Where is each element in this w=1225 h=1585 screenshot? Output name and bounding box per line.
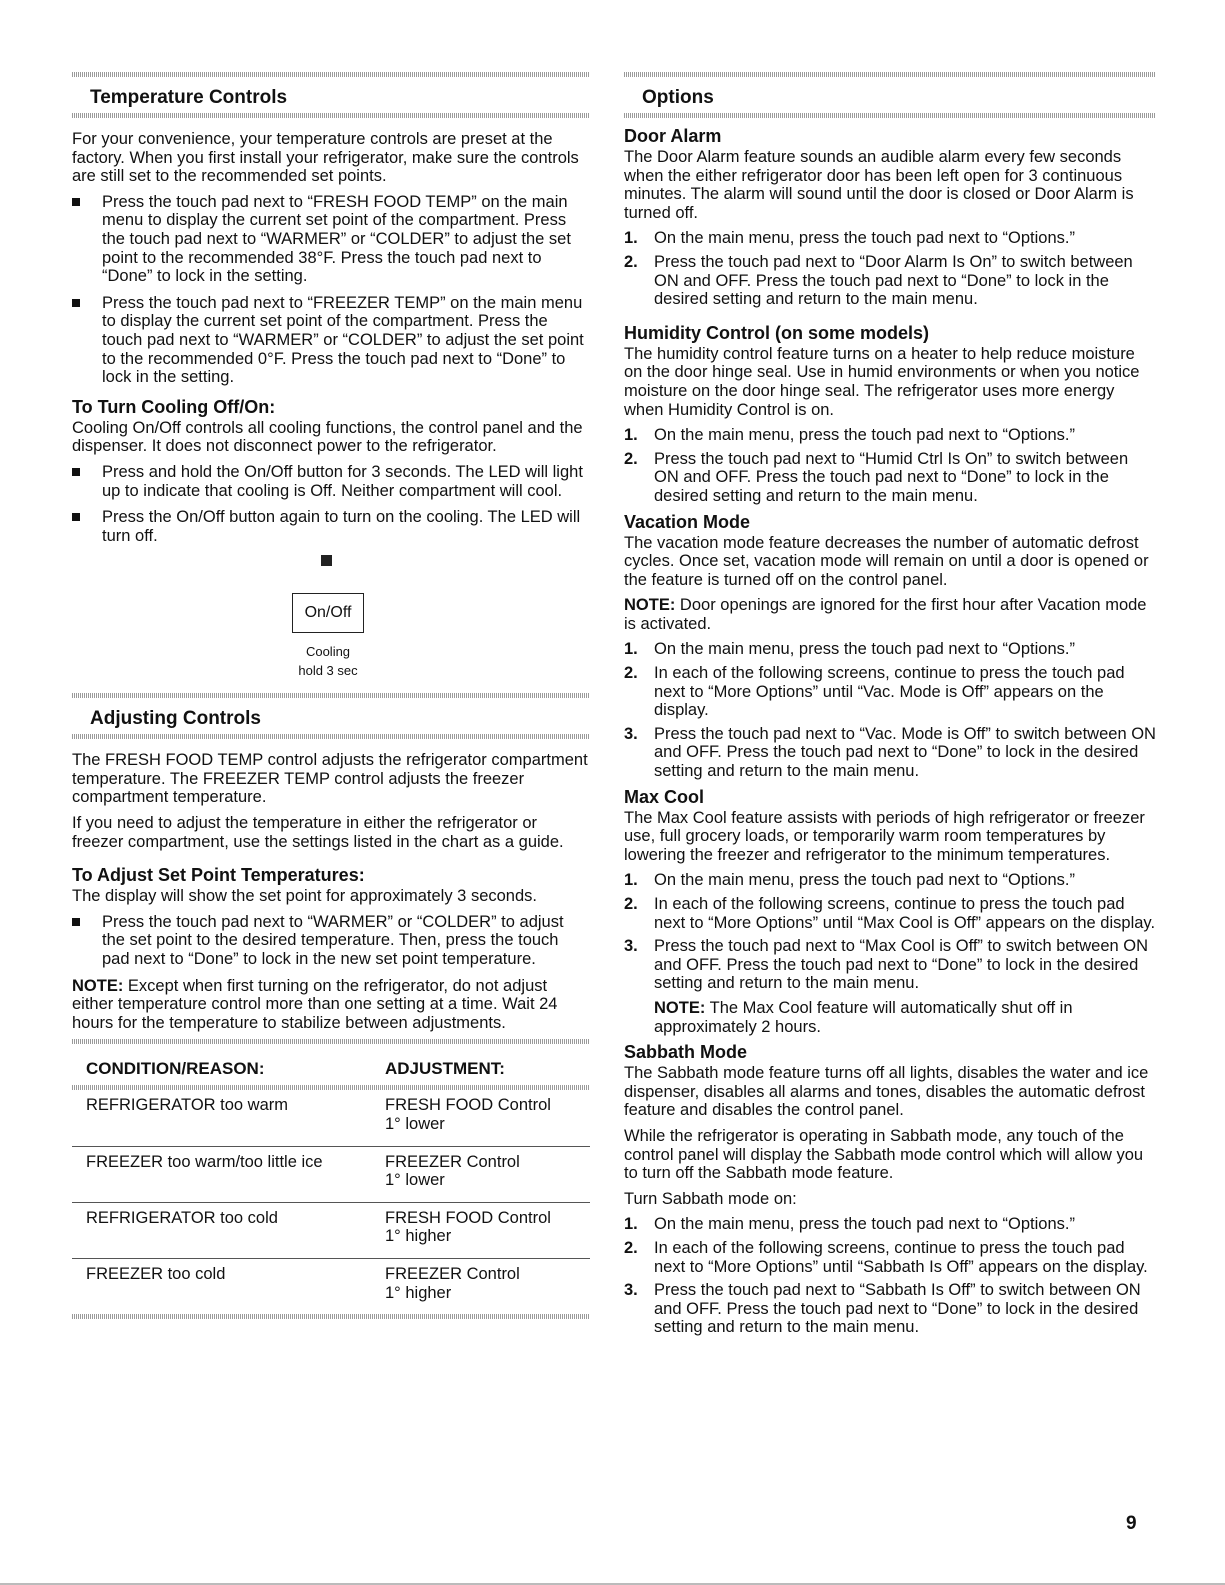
note: NOTE: Except when first turning on the refrigerator, do not adjust either temperature control more than one setting at a time. Wait 24 hours for the temperature to stabilize between adjustments. <box>72 976 558 1032</box>
subheading: Door Alarm <box>624 126 722 146</box>
numbered-list <box>624 229 1156 308</box>
numbered-list <box>624 871 1156 1036</box>
bullet-icon <box>72 918 80 926</box>
figure-caption: hold 3 sec <box>298 663 358 679</box>
paragraph: The display will show the set point for approximately 3 seconds. <box>72 887 537 906</box>
figure-caption: Cooling <box>305 644 351 660</box>
list-item: Press the On/Off button again to turn on the cooling. The LED will turn off. <box>72 508 590 545</box>
paragraph: Turn Sabbath mode on: <box>624 1189 797 1208</box>
bullet-icon <box>72 468 80 476</box>
table-cell: FRESH FOOD Control 1° higher <box>385 1202 590 1258</box>
paragraph: The humidity control feature turns on a heater to help reduce moisture on the door hinge seal. Use in humid environments or when you notice moisture on the door hinge seal. The refrigerator uses more energy when Humidity Control is on. <box>624 344 1140 419</box>
section-title: Temperature Controls <box>90 87 288 108</box>
bullet-icon <box>72 299 80 307</box>
list-item: Press the touch pad next to “FRESH FOOD TEMP” on the main menu to display the current set point of the compartment. Press the touch pad next to “WARMER” or “COLDER” to adjust the set point to the recommended 38°F. Press the touch pad next to “Done” to lock in the setting. <box>72 193 590 286</box>
list-item: 2. Press the touch pad next to “Door Alarm Is On” to switch between ON and OFF. Press the touch pad next to “Done” to lock in the desired setting and return to the main menu. <box>624 252 1133 309</box>
table-rule <box>72 1314 590 1319</box>
led-indicator-icon <box>321 555 332 566</box>
subheading: Sabbath Mode <box>624 1042 748 1063</box>
paragraph: While the refrigerator is operating in Sabbath mode, any touch of the control panel will display the Sabbath mode control which will allow you to turn off the Sabbath mode feature. <box>624 1126 1144 1183</box>
list-item: 3. Press the touch pad next to “Vac. Mode is Off” to switch between ON and OFF. Press the touch pad next to “Done” to lock in the desired setting and return to the main menu. <box>624 724 1156 781</box>
table-cell: FREEZER too cold <box>86 1264 226 1283</box>
numbered-list <box>624 426 1156 505</box>
adjusting-controls-header <box>72 698 590 734</box>
section-rule <box>72 113 590 118</box>
paragraph: The Max Cool feature assists with periods of high refrigerator or freezer use, full grocery loads, or temporarily warm room temperatures by lowering the freezer and refrigerator to the minimum temperatures. <box>624 808 1145 864</box>
table-row <box>72 1090 590 1146</box>
list-item: Press and hold the On/Off button for 3 seconds. The LED will light up to indicate that cooling is Off. Neither compartment will cool. <box>72 463 590 500</box>
list-item: 1. On the main menu, press the touch pad next to “Options.” <box>624 229 1075 248</box>
list-item: 2. In each of the following screens, continue to press the touch pad next to “More Options” until “Max Cool is Off” appears on the display. <box>624 895 1156 932</box>
list-item: 2. Press the touch pad next to “Humid Ctrl Is On” to switch between ON and OFF. Press the touch pad next to “Done” to lock in the desired setting and return to the main menu. <box>624 449 1129 505</box>
numbered-list <box>624 1215 1156 1337</box>
list-item: 3. Press the touch pad next to “Sabbath Is Off” to switch between ON and OFF. Press the touch pad next to “Done” to lock in the desired setting and return to the main menu. <box>624 1281 1141 1337</box>
left-column <box>72 72 590 1319</box>
list-item: Press the touch pad next to “FREEZER TEMP” on the main menu to display the current set point of the compartment. Press the touch pad next to “WARMER” or “COLDER” to adjust the set point to the recommended 0°F. Press the touch pad next to “Done” to lock in the setting. <box>72 294 590 387</box>
list-item: 2. In each of the following screens, continue to press the touch pad next to “More Options” until “Vac. Mode is Off” appears on the display. <box>624 664 1125 720</box>
table-header-row <box>72 1051 590 1086</box>
numbered-list <box>624 640 1156 780</box>
on-off-button-figure: On/Off <box>292 593 364 633</box>
bullet-list <box>72 193 590 387</box>
bullet-icon <box>72 198 80 206</box>
temperature-controls-header <box>72 77 590 113</box>
table-rule <box>72 1039 590 1044</box>
column-header: CONDITION/REASON: <box>86 1059 265 1079</box>
subheading: Humidity Control (on some models) <box>624 322 930 343</box>
table-cell: FRESH FOOD Control 1° lower <box>385 1090 590 1146</box>
section-title: Adjusting Controls <box>90 708 261 730</box>
paragraph: The vacation mode feature decreases the number of automatic defrost cycles. Once set, vacation mode will remain on until a door is opened or the feature is turned off on the control panel. <box>624 533 1149 589</box>
paragraph: Cooling On/Off controls all cooling functions, the control panel and the dispenser. It does not disconnect power to the refrigerator. <box>72 418 583 456</box>
table-cell: FREEZER Control 1° higher <box>385 1264 520 1302</box>
section-rule <box>72 734 590 739</box>
section-rule <box>624 113 1156 118</box>
bullet-list <box>72 913 590 969</box>
table-cell: FREEZER Control 1° lower <box>385 1146 590 1202</box>
subheading: To Adjust Set Point Temperatures: <box>72 865 365 886</box>
cooling-button-illustration <box>72 553 590 685</box>
right-column <box>624 72 1156 1343</box>
paragraph: For your convenience, your temperature controls are preset at the factory. When you first install your refrigerator, make sure the controls are still set to the recommended set points. <box>72 130 579 186</box>
page-number: 9 <box>1126 1513 1137 1534</box>
paragraph: The Sabbath mode feature turns off all lights, disables the water and ice dispenser, disables all alarms and tones, disables the automatic defrost feature and disables the control panel. <box>624 1064 1149 1120</box>
list-item: 2. In each of the following screens, continue to press the touch pad next to “More Options” until “Sabbath Is Off” appears on the display. <box>624 1238 1148 1276</box>
list-item: Press the touch pad next to “WARMER” or “COLDER” to adjust the set point to the desired temperature. Then, press the touch pad next to “Done” to lock in the new set point temperature. <box>72 913 590 969</box>
note: NOTE: Door openings are ignored for the first hour after Vacation mode is activated. <box>624 596 1147 633</box>
bullet-list <box>72 463 590 545</box>
list-item: 1. On the main menu, press the touch pad next to “Options.” <box>624 640 1075 659</box>
list-item: 1. On the main menu, press the touch pad next to “Options.” <box>624 871 1075 890</box>
bullet-icon <box>72 513 80 521</box>
table-row <box>72 1258 590 1314</box>
subheading: Vacation Mode <box>624 511 751 532</box>
table-cell: REFRIGERATOR too cold <box>72 1202 385 1258</box>
section-title: Options <box>642 87 714 108</box>
options-header <box>624 77 1156 113</box>
table-row <box>72 1202 590 1258</box>
subheading: To Turn Cooling Off/On: <box>72 396 276 417</box>
note: NOTE: The Max Cool feature will automatically shut off in approximately 2 hours. <box>654 998 1073 1036</box>
table-row <box>72 1146 590 1202</box>
column-header: ADJUSTMENT: <box>385 1059 505 1079</box>
paragraph: If you need to adjust the temperature in either the refrigerator or freezer compartment, use the settings listed in the chart as a guide. <box>72 814 564 851</box>
adjustment-table <box>72 1048 590 1314</box>
list-item: 1. On the main menu, press the touch pad next to “Options.” <box>624 1215 1075 1234</box>
table-cell: REFRIGERATOR too warm <box>72 1090 385 1146</box>
subheading: Max Cool <box>624 786 705 807</box>
table-cell: FREEZER too warm/too little ice <box>72 1146 385 1202</box>
paragraph: The FRESH FOOD TEMP control adjusts the refrigerator compartment temperature. The FREEZER TEMP control adjusts the freezer compartment temperature. <box>72 751 588 807</box>
list-item: 1. On the main menu, press the touch pad next to “Options.” <box>624 426 1075 445</box>
list-item: 3. Press the touch pad next to “Max Cool is Off” to switch between ON and OFF. Press the touch pad next to “Done” to lock in the desired setting and return to the main menu. NOTE: The Max Cool feature will automatically shut off in approximately 2 hours. <box>624 937 1156 1036</box>
paragraph: The Door Alarm feature sounds an audible alarm every few seconds when the either refrigerator door has been left open for 3 continuous minutes. The alarm will sound until the door is closed or Door Alarm is turned off. <box>624 148 1134 222</box>
